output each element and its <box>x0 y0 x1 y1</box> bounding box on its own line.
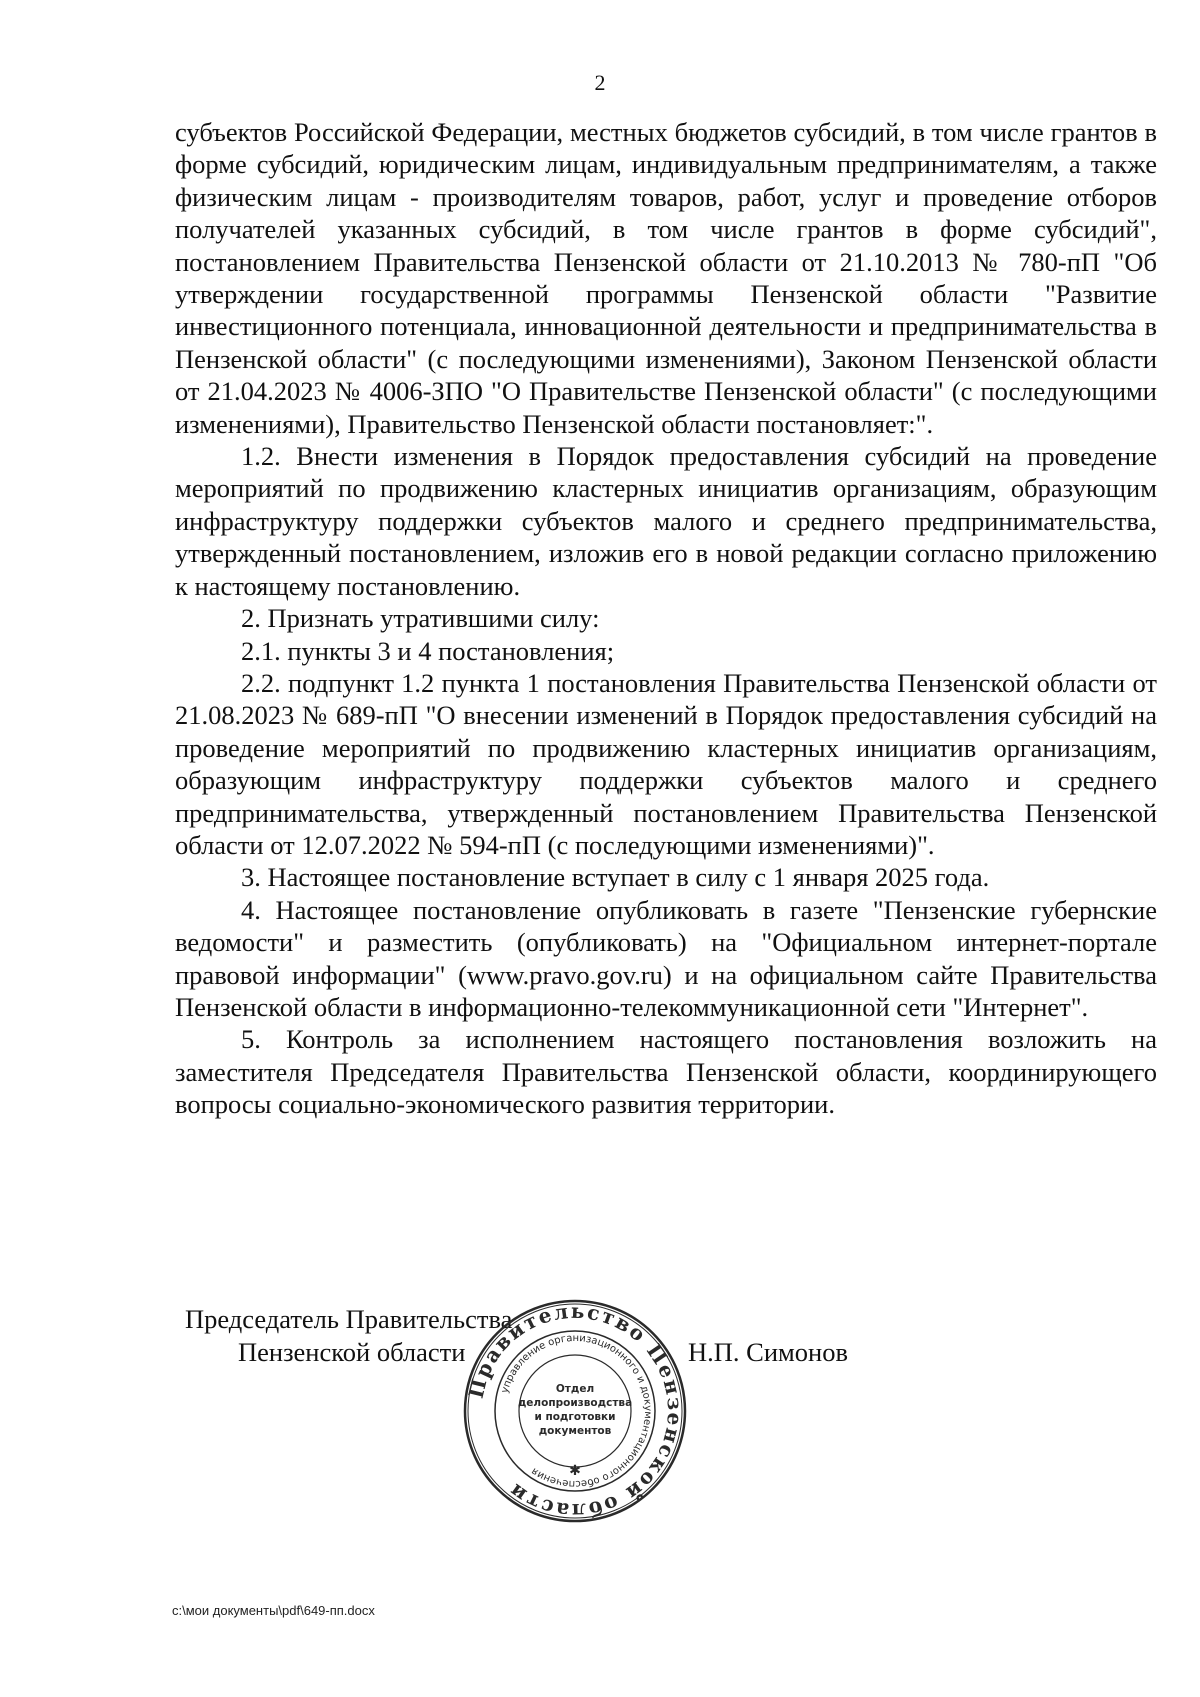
official-seal-stamp <box>462 1298 688 1524</box>
paragraph-item-2-2: 2.2. подпункт 1.2 пункта 1 постановления Правительства Пензенской области от 21.08.2023 № 689-пП "О внесении изменений в Порядок предоставления субсидий на проведение мероприятий по продвижению кластерных инициатив организациям, образующим инфраструктуру поддержки субъектов малого и среднего предпринимательства, утвержденный постановлением Правительства Пензенской области от 12.07.2022 № 594-пП (с последующими изменениями)". <box>175 667 1157 860</box>
page-number: 2 <box>594 70 606 95</box>
document-body <box>175 116 1157 1121</box>
signatory-name: Н.П. Симонов <box>688 1337 848 1367</box>
seal-center-line-4: документов <box>538 1425 612 1437</box>
seal-outer-text: Правительство Пензенской области <box>463 1298 688 1524</box>
footer-file-path: c:\мои документы\pdf\649-пп.docx <box>172 1603 375 1618</box>
paragraph-item-4: 4. Настоящее постановление опубликовать в газете "Пензенские губернские ведомости" и разместить (опубликовать) на "Официальном интернет-портале правовой информации" (www.pravo.gov.ru) и на официальном сайте Правительства Пензенской области в информационно-телекоммуникационной сети "Интернет". <box>175 894 1157 1022</box>
seal-star-icon: ✱ <box>569 1463 581 1479</box>
seal-center-line-3: и подготовки <box>534 1411 616 1423</box>
paragraph-item-2-1: 2.1. пункты 3 и 4 постановления; <box>241 635 615 666</box>
paragraph-item-3: 3. Настоящее постановление вступает в силу с 1 января 2025 года. <box>241 862 990 893</box>
paragraph-item-5: 5. Контроль за исполнением настоящего постановления возложить на заместителя Председателя Правительства Пензенской области, координирующего вопросы социально-экономического развития территории. <box>175 1024 1157 1120</box>
seal-center-line-1: Отдел <box>555 1383 595 1395</box>
paragraph-item-1-2: 1.2. Внести изменения в Порядок предоставления субсидий на проведение мероприятий по продвижению кластерных инициатив организациям, образующим инфраструктуру поддержки субъектов малого и среднего предпринимательства, утвержденный постановлением, изложив его в новой редакции согласно приложению к настоящему постановлению. <box>175 441 1157 601</box>
paragraph-item-2: 2. Признать утратившими силу: <box>241 603 600 634</box>
seal-center-line-2: делопроизводства <box>517 1397 633 1409</box>
paragraph-preamble-continuation: субъектов Российской Федерации, местных бюджетов субсидий, в том числе грантов в форме субсидий, юридическим лицам, индивидуальным предпринимателям, а также физическим лицам - производителям товаров, работ, услуг и проведение отборов получателей указанных субсидий, в том числе грантов в форме субсидий", постановлением Правительства Пензенской области от 21.10.2013 № 780-пП "Об утверждении государственной программы Пензенской области "Развитие инвестиционного потенциала, инновационной деятельности и предпринимательства в Пензенской области" (с последующими изменениями), Законом Пензенской области от 21.04.2023 № 4006-ЗПО "О Правительстве Пензенской области" (с последующими изменениями), Правительство Пензенской области постановляет:". <box>175 117 1157 439</box>
seal-inner-text: управление организационного и документационного обеспечения <box>499 1332 654 1490</box>
signatory-title-line-1: Председатель Правительства <box>185 1304 513 1334</box>
signatory-title-line-2: Пензенской области <box>238 1337 466 1367</box>
